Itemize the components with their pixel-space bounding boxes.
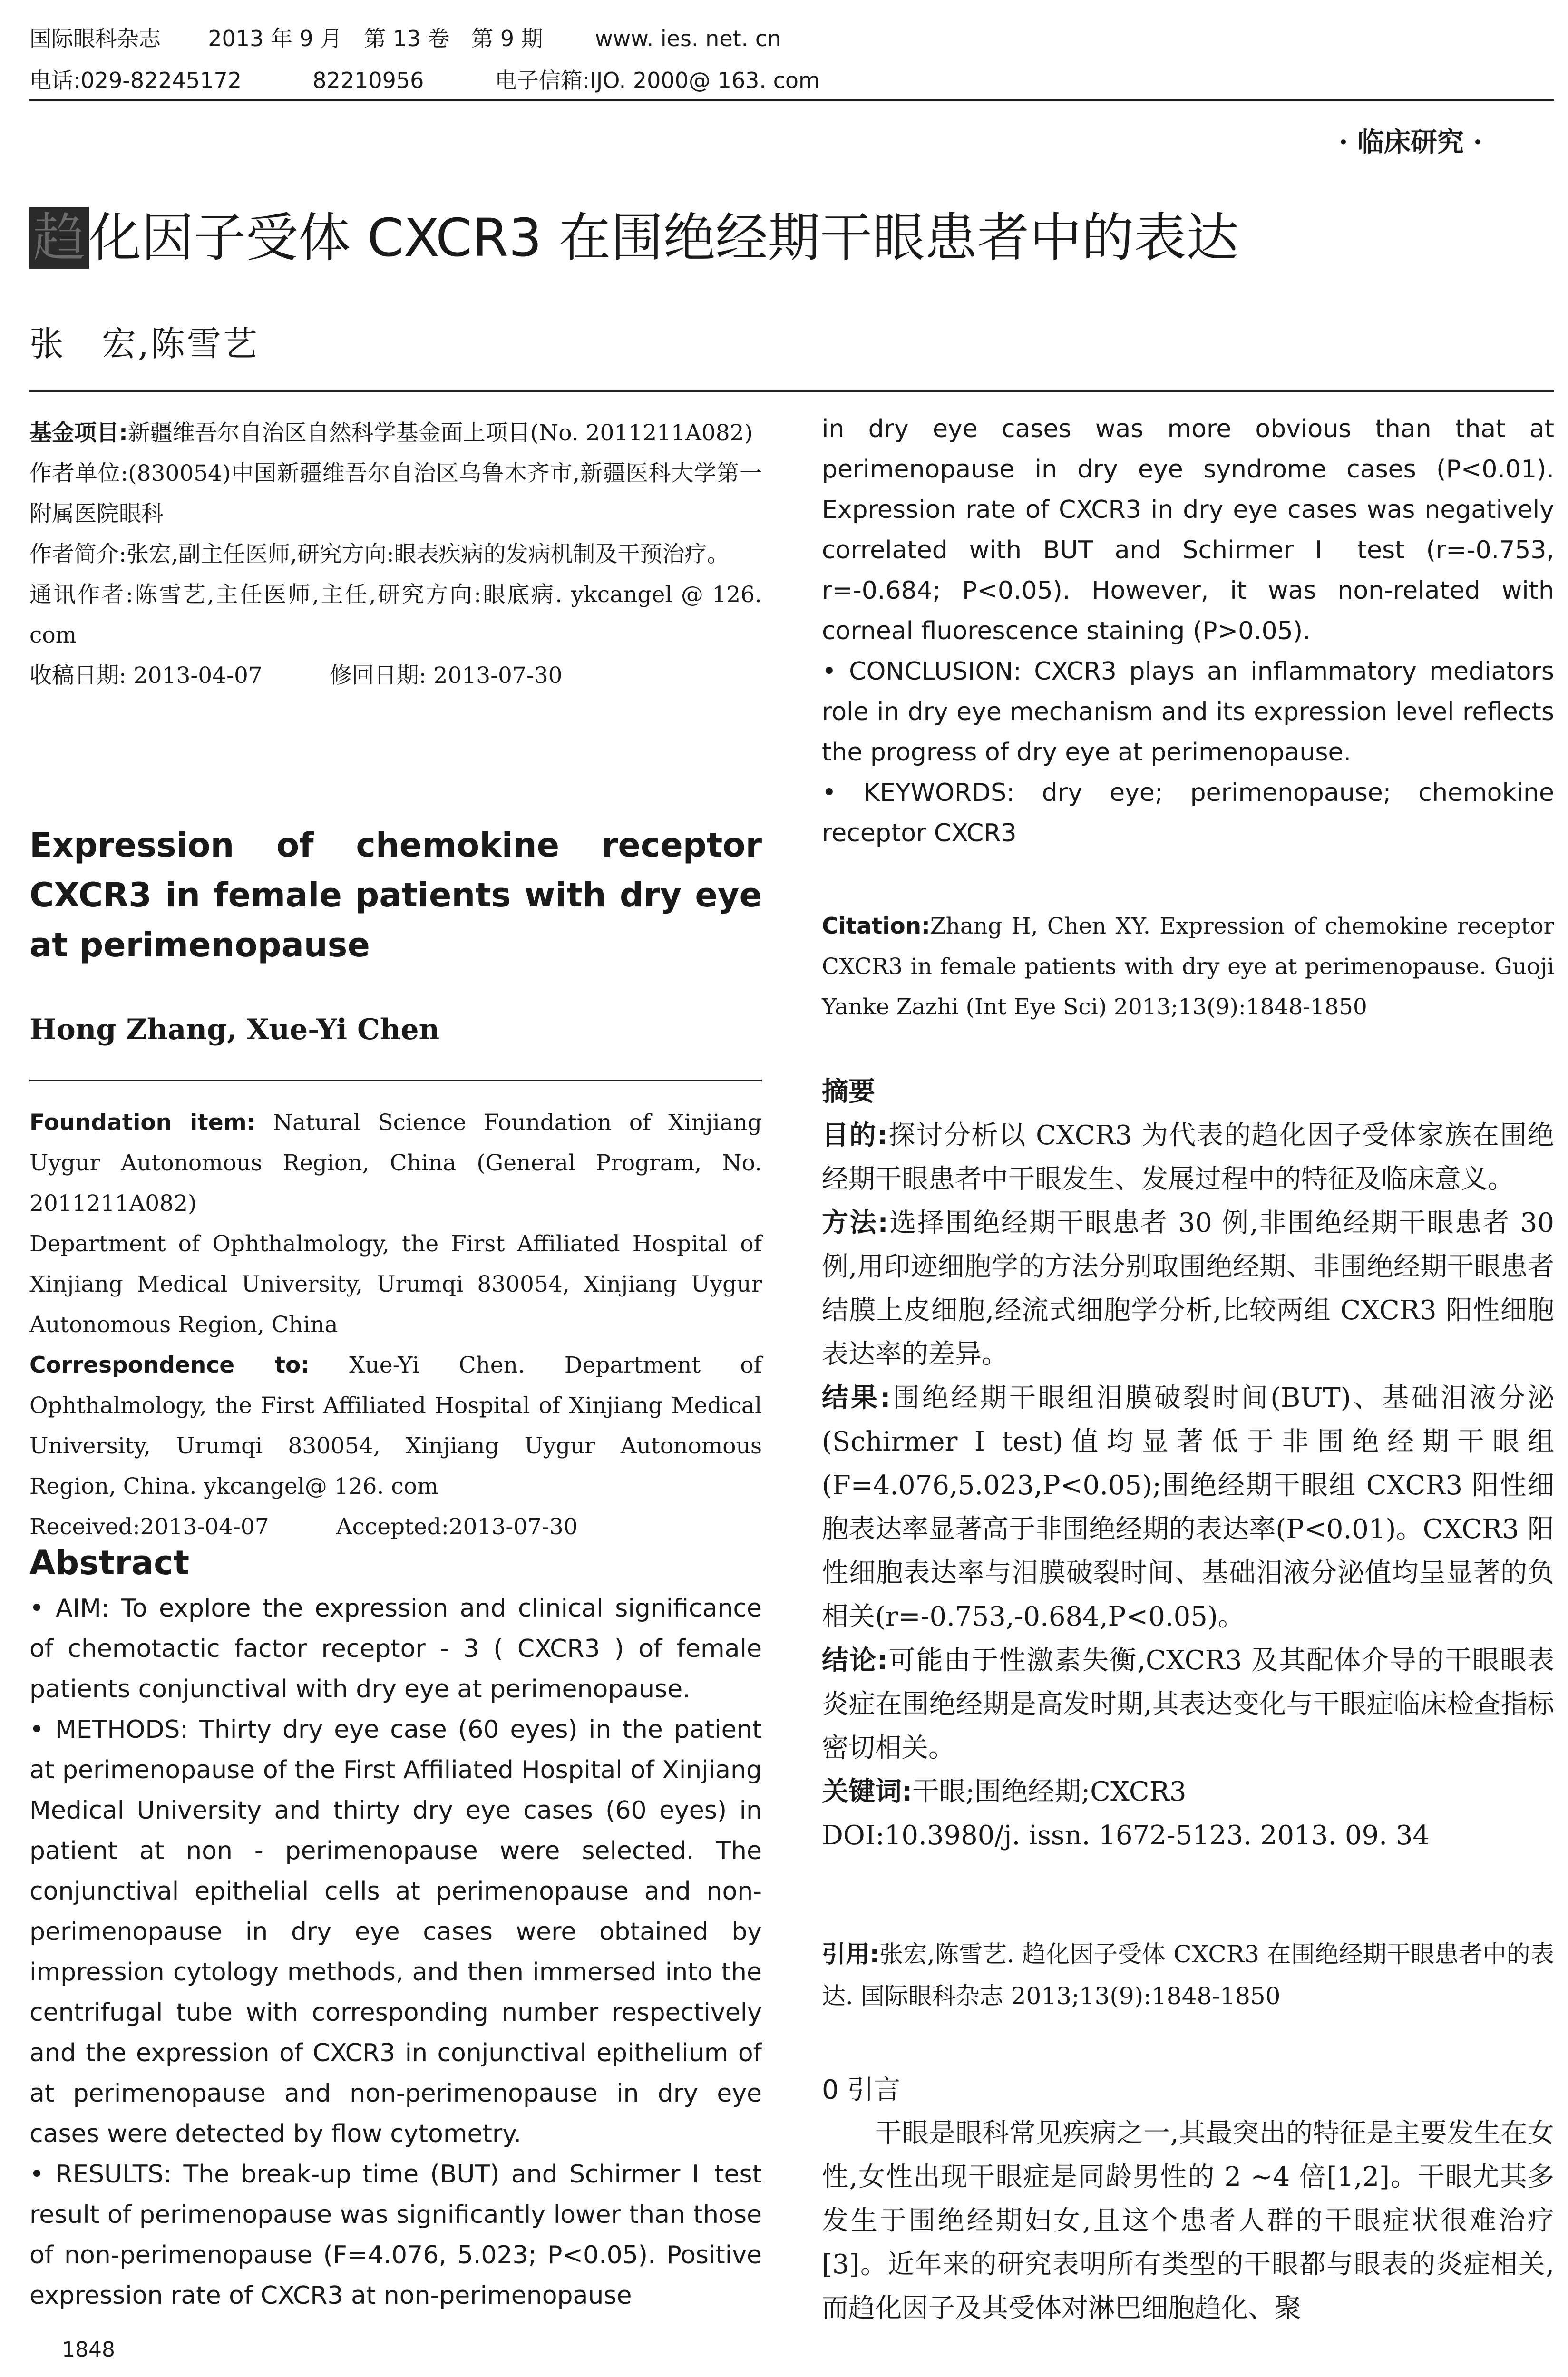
intro-paragraph: 干眼是眼科常见疾病之一,其最突出的特征是主要发生在女性,女性出现干眼症是同龄男性的 2 ~4 倍[1,2]。干眼尤其多发生于围绝经期妇女,且这个患者人群的干眼症状很难治疗[3]。近年来的研究表明所有类型的干眼都与眼表的炎症相关,而趋化因子及其受体对淋巴细胞趋化、聚 — [822, 2118, 1554, 2324]
issue-info: 2013 年 9 月 第 13 卷 第 9 期 — [208, 26, 543, 51]
abstract-aim: • AIM: To explore the expression and clinical significance of chemotactic factor receptor - 3 ( CXCR3 ) of female patients conjunctival with dry eye at perimenopause. — [29, 1594, 762, 1704]
contact-header — [29, 65, 820, 96]
abstract-cn-results: 结果:围绝经期干眼组泪膜破裂时间(BUT)、基础泪液分泌(Schirmer I test)值均显著低于非围绝经期干眼组(F=4.076,5.023,P<0.05);围绝经期干眼组 CXCR3 阳性细胞表达率显著高于非围绝经期的表达率(P<0.01)。CXCR3 阳性细胞表达率与泪膜破裂时间、基础泪液分泌值均呈显著的负相关(r=-0.753,-0.684,P<0.05)。 — [822, 1383, 1554, 1632]
abstract-cn-methods: 方法:选择围绝经期干眼患者 30 例,非围绝经期干眼患者 30 例,用印迹细胞学的方法分别取围绝经期、非围绝经期干眼患者结膜上皮细胞,经流式细胞学分析,比较两组 CXCR3 阳性细胞表达率的差异。 — [822, 1208, 1554, 1370]
section-label: · 临床研究 · — [1339, 127, 1482, 158]
en-meta-rule — [29, 1080, 762, 1081]
meta-en — [29, 1102, 762, 1547]
phone-2: 82210956 — [312, 68, 424, 93]
citation-cn — [822, 1933, 1554, 2017]
phone: 电话:029-82245172 — [29, 68, 242, 93]
abstract-cn-keywords: 关键词:干眼;围绝经期;CXCR3 — [822, 1776, 1187, 1807]
abstract-cn — [822, 1070, 1554, 1858]
page-title — [29, 205, 1238, 271]
page-number: 1848 — [62, 2338, 115, 2362]
journal-header — [29, 23, 781, 54]
abstract-heading: Abstract — [29, 1543, 190, 1582]
abstract-methods: • METHODS: Thirty dry eye case (60 eyes) in the patient at perimenopause of the First Affiliated Hospital of Xinjiang Medical University and thirty dry eye cases (60 eyes) in patient at non - perimenopause were selected. The conjunctival epithelial cells at perimenopause and non- perimenopause in dry eye cases were obtained by impression cytology methods, and then immersed into the centrifugal tube with corresponding number respectively and the expression of CXCR3 in conjunctival epithelium of at perimenopause and non-perimenopause in dry eye cases were detected by flow cytometry. — [29, 1715, 762, 2148]
meta-cn-dates: 收稿日期: 2013-04-07 修回日期: 2013-07-30 — [29, 662, 563, 689]
abstract-results-part-2: in dry eye cases was more obvious than that at perimenopause in dry eye syndrome cases (P<0.01). Expression rate of CXCR3 in dry eye cases was negatively correlated with BUT and Schirmer Ⅰ test (r=-0.753, r=-0.684; P<0.05). However, it was non-related with corneal fluorescence staining (P>0.05). — [822, 415, 1554, 645]
website: www. ies. net. cn — [595, 26, 781, 51]
citation-en-label: Citation: — [822, 913, 930, 939]
journal-name: 国际眼科杂志 — [29, 26, 161, 51]
meta-cn — [29, 413, 762, 696]
abstract-results-part-1: • RESULTS: The break-up time (BUT) and Schirmer Ⅰ test result of perimenopause was significantly lower than those of non-perimenopause (F=4.076, 5.023; P<0.05). Positive expression rate of CXCR3 at non-perimenopause — [29, 2160, 762, 2310]
citation-cn-text: 张宏,陈雪艺. 趋化因子受体 CXCR3 在围绝经期干眼患者中的表达. 国际眼科杂志 2013;13(9):1848-1850 — [822, 1940, 1555, 2010]
title-rule — [29, 390, 1554, 392]
intro-heading: 0 引言 — [822, 2075, 901, 2105]
intro-body — [822, 2112, 1554, 2330]
abstract-cn-purpose: 目的:探讨分析以 CXCR3 为代表的趋化因子受体家族在围绝经期干眼患者中干眼发生、发展过程中的特征及临床意义。 — [822, 1120, 1554, 1195]
meta-en-dates: Received:2013-04-07 Accepted:2013-07-30 — [29, 1514, 578, 1540]
abstract-keywords: • KEYWORDS: dry eye; perimenopause; chemokine receptor CXCR3 — [822, 779, 1554, 848]
meta-cn-author-bio: 作者简介:张宏,副主任医师,研究方向:眼表疾病的发病机制及干预治疗。 — [29, 541, 730, 567]
citation-en — [822, 906, 1554, 1027]
title-drop-char: 趋 — [29, 207, 89, 269]
citation-cn-label: 引用: — [822, 1940, 879, 1968]
header-rule — [29, 99, 1554, 101]
meta-cn-foundation: 基金项目:新疆维吾尔自治区自然科学基金面上项目(No. 2011211A082) — [29, 420, 753, 446]
meta-en-foundation: Foundation item: Natural Science Foundation of Xinjiang Uygur Autonomous Region, China (General Program, No. 2011211A082) — [29, 1110, 762, 1217]
authors-en: Hong Zhang, Xue-Yi Chen — [29, 1013, 440, 1046]
meta-cn-affiliation: 作者单位:(830054)中国新疆维吾尔自治区乌鲁木齐市,新疆医科大学第一附属医院眼科 — [29, 460, 762, 527]
citation-en-text: Zhang H, Chen XY. Expression of chemokine receptor CXCR3 in female patients with dry eye at perimenopause. Guoji Yanke Zazhi (Int Eye Sci) 2013;13(9):1848-1850 — [822, 913, 1554, 1020]
abstract-cn-doi: DOI:10.3980/j. issn. 1672-5123. 2013. 09. 34 — [822, 1820, 1430, 1851]
title-rest: 化因子受体 CXCR3 在围绝经期干眼患者中的表达 — [89, 207, 1239, 268]
meta-cn-correspondence: 通讯作者:陈雪艺,主任医师,主任,研究方向:眼底病. ykcangel @ 126. com — [29, 582, 762, 648]
abstract-cn-conclusion: 结论:可能由于性激素失衡,CXCR3 及其配体介导的干眼眼表炎症在围绝经期是高发时期,其表达变化与干眼症临床检查指标密切相关。 — [822, 1645, 1554, 1763]
abstract-en-right — [822, 409, 1554, 854]
email: 电子信箱:IJO. 2000@ 163. com — [495, 68, 820, 93]
abstract-cn-heading: 摘要 — [822, 1076, 875, 1107]
meta-en-correspondence: Correspondence to: Xue-Yi Chen. Department of Ophthalmology, the First Affiliated Hospital of Xinjiang Medical University, Urumqi 830054, Xinjiang Uygur Autonomous Region, China. ykcangel@ 126. com — [29, 1352, 762, 1500]
meta-en-department: Department of Ophthalmology, the First Affiliated Hospital of Xinjiang Medical University, Urumqi 830054, Xinjiang Uygur Autonomous Region, China — [29, 1231, 762, 1338]
authors-cn: 张 宏,陈雪艺 — [29, 324, 259, 364]
abstract-en-left — [29, 1588, 762, 2316]
abstract-conclusion: • CONCLUSION: CXCR3 plays an inflammatory mediators role in dry eye mechanism and its expression level reflects the progress of dry eye at perimenopause. — [822, 657, 1554, 767]
title-en: Expression of chemokine receptor CXCR3 in female patients with dry eye at perimenopause — [29, 826, 762, 964]
